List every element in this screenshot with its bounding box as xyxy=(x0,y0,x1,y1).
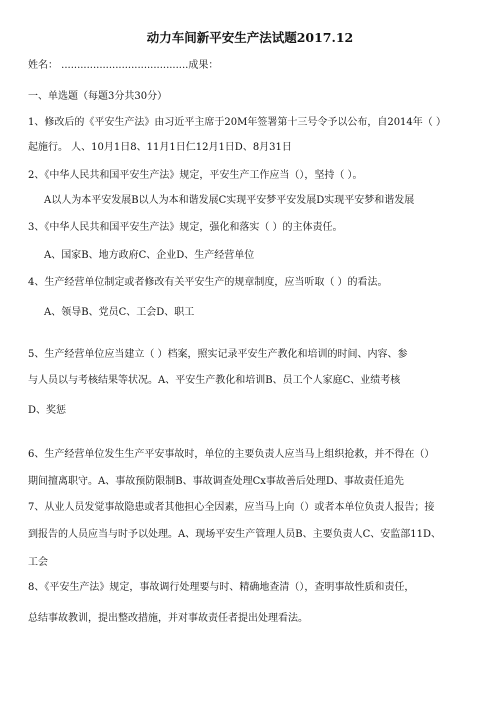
question-3-text: 3、《中华人民共和国平安生产法》规定，强化和落实（ ）的主体责任。 xyxy=(28,222,343,233)
question-8-text-cont: 总结事故教训，提出整改措施，并对事故责任者提出处理看法。 xyxy=(28,613,308,624)
question-5-text-cont: 与人员以与考核结果等状况。A、平安生产教化和培训B、员工个人家庭C、业绩考核 xyxy=(28,375,401,386)
question-4-options: A、领导B、党员C、工会D、职工 xyxy=(44,307,195,318)
question-7-text: 7、从业人员发觉事故隐患或者其他担心全因素，应当马上向（）或者本单位负责人报告；接 xyxy=(28,502,435,513)
question-3-options: A、国家B、地方政府C、企业D、生产经营单位 xyxy=(44,250,255,261)
question-1-options: 起施行。 人、10月1日8、11月1日仁12月1日D、8月31日 xyxy=(28,142,292,153)
question-2-options: A以人为本平安发展B以人为本和谐发展C实现平安梦平安发展D实现平安梦和谐发展 xyxy=(44,195,415,206)
question-6-text: 6、生产经营单位发生生产平安事故时，单位的主要负责人应当马上组织抢救，并不得在（） xyxy=(28,449,435,460)
question-2-text: 2、《中华人民共和国平安生产法》规定，平安生产工作应当（），坚持（ ）。 xyxy=(28,170,363,181)
question-5-text: 5、生产经营单位应当建立（ ）档案，照实记录平安生产教化和培训的时间、内容、参 xyxy=(28,349,408,360)
exam-title: 动力车间新平安生产法试题2017.12 xyxy=(146,30,354,45)
question-8-text: 8、《平安生产法》规定，事故调行处理要与时、精确地查清（），查明事故性质和责任， xyxy=(28,582,415,593)
name-score-line: 姓名： ........................................成果： xyxy=(28,60,219,71)
question-6-options: 期间擅离职守。A、事故预防限制B、事故调查处理Cx事故善后处理D、事故责任追先 xyxy=(28,476,404,487)
question-4-text: 4、生产经营单位制定或者修改有关平安生产的规章制度，应当听取（ ）的看法。 xyxy=(28,277,388,288)
question-1-text: 1、修改后的《平安生产法》由习近平主席于20M年签署第十三号令予以公布，自2014年（ ） xyxy=(28,117,446,128)
section-heading: 一、单选题（每题3分共30分） xyxy=(28,91,168,102)
question-7-options: 到报告的人员应当与时予以处理。A、现场平安生产管理人员B、主要负责人C、安监部11D、 xyxy=(28,529,441,540)
question-5-options-end: D、奖惩 xyxy=(28,405,67,416)
question-7-options-end: 工会 xyxy=(28,557,48,568)
